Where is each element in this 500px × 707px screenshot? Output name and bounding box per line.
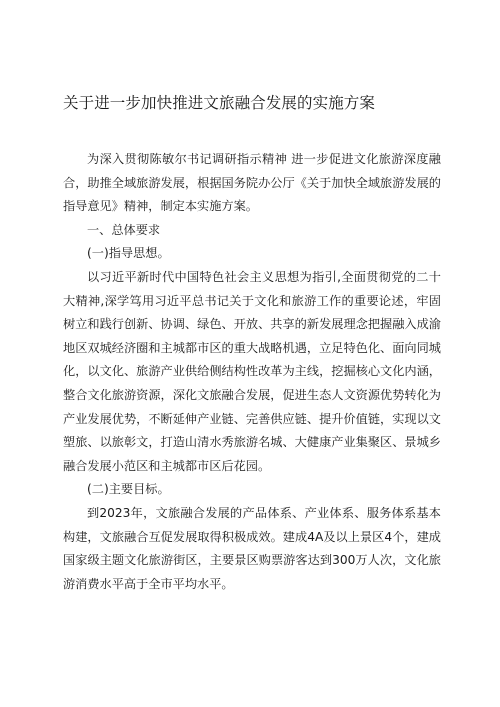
intro-paragraph: 为深入贯彻陈敏尔书记调研指示精神 进一步促进文化旅游深度融合，助推全域旅游发展，根据国务院办公厅《关于加快全域旅游发展的指导意见》精神，制定本实施方案。 — [63, 152, 441, 214]
document-title: 关于进一步加快推进文旅融合发展的实施方案 — [63, 94, 376, 112]
document-body — [63, 148, 441, 596]
subsection-heading-main-goals: (二)主要目标。 — [87, 482, 170, 497]
main-goals-paragraph: 到2023年，文旅融合发展的产品体系、产业体系、服务体系基本构建，文旅融合互促发展取得积极成效。建成4A及以上景区4个，建成国家级主题文化旅游街区，主要景区购票游客达到300万人次，文化旅游消费水平高于全市平均水平。 — [63, 505, 441, 591]
section-heading-general-requirements: 一、总体要求 — [87, 222, 161, 237]
guiding-ideology-paragraph: 以习近平新时代中国特色社会主义思想为指引,全面贯彻党的二十大精神,深学笃用习近平总书记关于文化和旅游工作的重要论述，牢固树立和践行创新、协调、绿色、开放、共享的新发展理念把握融入成渝地区双城经济圈和主城都市区的重大战略机遇，立足特色化、面向同城化，以文化、旅游产业供给侧结构性改革为主线，挖掘核心文化内涵，整合文化旅游资源，深化文旅融合发展，促进生态人文资源优势转化为产业发展优势，不断延伸产业链、完善供应链、提升价值链，实现以文塑旅、以旅彰文，打造山清水秀旅游名城、大健康产业集聚区、景城乡融合发展小范区和主城都市区后花园。 — [63, 269, 441, 473]
subsection-heading-guiding-ideology: (一)指导思想。 — [87, 246, 170, 261]
